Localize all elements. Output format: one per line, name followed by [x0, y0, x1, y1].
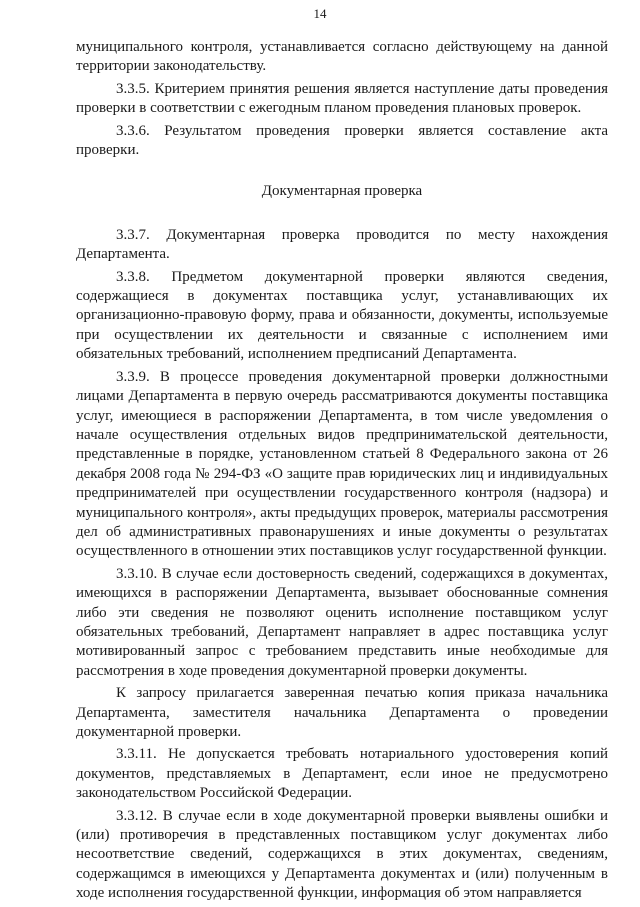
document-body	[76, 38, 608, 907]
paragraph: 3.3.6. Результатом проведения проверки является составление акта проверки.	[76, 122, 608, 159]
bottom-paragraphs	[76, 226, 608, 904]
paragraph: 3.3.10. В случае если достоверность сведений, содержащихся в документах, имеющихся в распоряжении Департамента, вызывает обоснованные сомнения либо эти сведения не позволяют оценить исполнение поставщиком услуг обязательных требований, Департамент направляет в адрес поставщика услуг мотивированный запрос с требованием представить иные необходимые для рассмотрения в ходе проведения документарной проверки документы.	[76, 565, 608, 679]
paragraph: 3.3.9. В процессе проведения документарной проверки должностными лицами Департамента в первую очередь рассматриваются документы поставщика услуг, имеющиеся в распоряжении Департамента, в том числе уведомления о начале осуществления отдельных видов предпринимательской деятельности, представленные в порядке, установленном статьей 8 Федерального закона от 26 декабря 2008 года № 294-ФЗ «О защите прав юридических лиц и индивидуальных предпринимателей при осуществлении государственного контроля (надзора) и муниципального контроля», акты предыдущих проверок, материалы рассмотрения дел об административных правонарушениях и иные документы о результатах осуществленного в отношении этих поставщиков услуг государственной функции.	[76, 368, 608, 560]
paragraph: 3.3.8. Предметом документарной проверки являются сведения, содержащиеся в документах поставщика услуг, устанавливающих их организационно-правовую форму, права и обязанности, документы, используемые при осуществлении их деятельности и связанные с исполнением ими обязательных требований, исполнением предписаний Департамента.	[76, 268, 608, 363]
paragraph: 3.3.7. Документарная проверка проводится по месту нахождения Департамента.	[76, 226, 608, 263]
page-number: 14	[313, 6, 327, 21]
paragraph: муниципального контроля, устанавливается согласно действующему на данной территории законодательству.	[76, 39, 608, 75]
section-heading: Документарная проверка	[261, 183, 423, 200]
paragraph: 3.3.5. Критерием принятия решения является наступление даты проведения проверки в соответствии с ежегодным планом проведения плановых проверок.	[76, 80, 608, 117]
paragraph: 3.3.12. В случае если в ходе документарной проверки выявлены ошибки и (или) противоречия в представленных поставщиком услуг документах либо несоответствие сведений, содержащихся в этих документах, сведениям, содержащимся в имеющихся у Департамента документах и (или) полученным в ходе исполнения государственной функции, информация об этом направляется	[76, 807, 608, 902]
paragraph: К запросу прилагается заверенная печатью копия приказа начальника Департамента, заместителя начальника Департамента о проведении документарной проверки.	[76, 685, 608, 740]
paragraph: 3.3.11. Не допускается требовать нотариального удостоверения копий документов, представляемых в Департамент, если иное не предусмотрено законодательством Российской Федерации.	[76, 746, 608, 802]
top-paragraphs	[76, 38, 608, 160]
